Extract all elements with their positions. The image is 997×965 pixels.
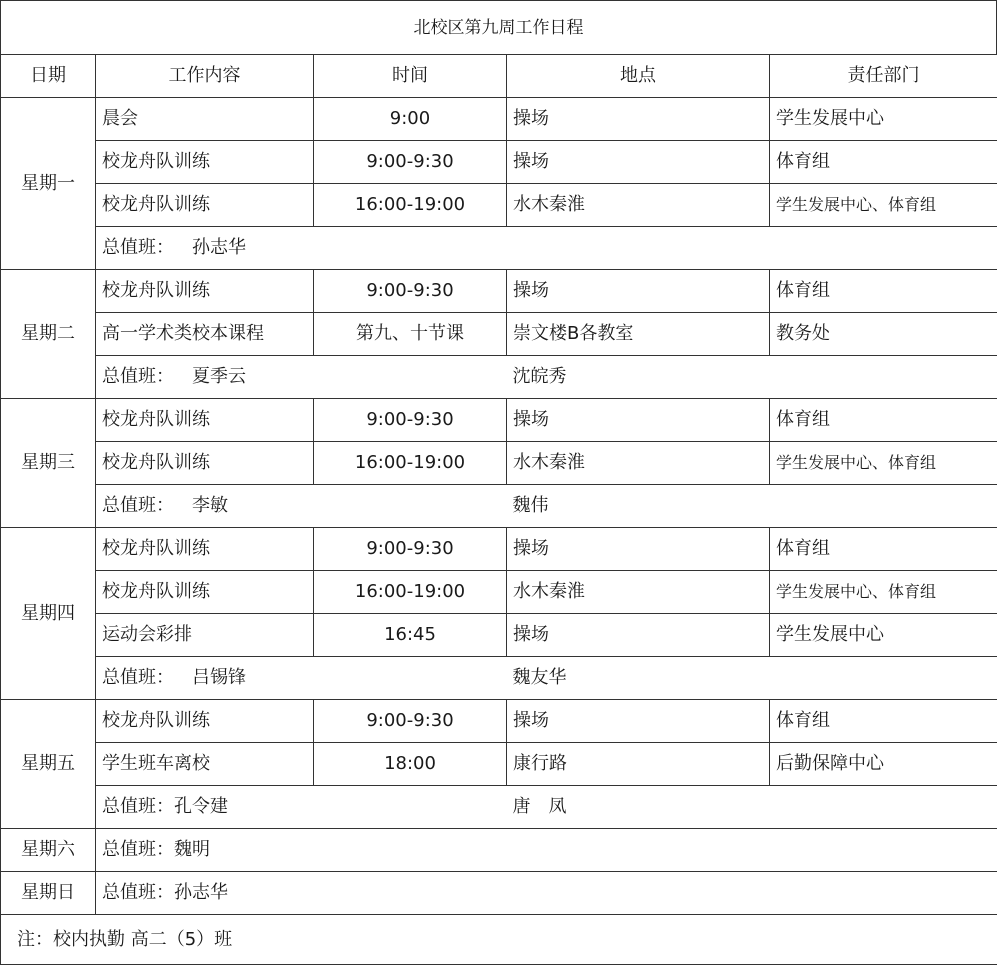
task-cell: 校龙舟队训练 [96,399,314,442]
time-cell: 9:00-9:30 [314,399,507,442]
location-cell: 操场 [507,700,770,743]
table-row [1,528,997,571]
table-row [1,184,997,227]
table-row [1,442,997,485]
table-row [1,313,997,356]
note-row [1,915,997,965]
time-cell: 16:00-19:00 [314,571,507,614]
location-cell: 操场 [507,614,770,657]
header-time: 时间 [314,55,507,98]
table-row [1,743,997,786]
task-cell: 校龙舟队训练 [96,571,314,614]
weekend-row [1,872,997,915]
duty-second-cell: 唐 凤 [507,786,997,829]
duty-cell [96,227,507,270]
table-row [1,399,997,442]
duty-label: 总值班： [102,667,174,688]
duty-name: 夏季云 [192,366,246,387]
schedule-title: 北校区第九周工作日程 [0,0,997,54]
weekend-duty-cell: 总值班：魏明 [96,829,997,872]
day-cell: 星期二 [1,270,96,399]
task-cell: 校龙舟队训练 [96,270,314,313]
task-cell: 校龙舟队训练 [96,700,314,743]
location-cell: 水木秦淮 [507,571,770,614]
dept-cell: 学生发展中心、体育组 [770,184,997,227]
duty-cell [96,657,507,700]
duty-row [1,356,997,399]
duty-name: 吕锡锋 [192,667,246,688]
duty-row [1,485,997,528]
location-cell: 操场 [507,528,770,571]
day-cell: 星期一 [1,98,96,270]
location-cell: 水木秦淮 [507,442,770,485]
duty-row [1,227,997,270]
time-cell: 16:00-19:00 [314,184,507,227]
duty-cell [96,786,507,829]
location-cell: 崇文楼B各教室 [507,313,770,356]
duty-second-cell: 魏友华 [507,657,997,700]
table-row [1,98,997,141]
dept-cell: 体育组 [770,141,997,184]
location-cell: 水木秦淮 [507,184,770,227]
time-cell: 18:00 [314,743,507,786]
weekend-duty-cell: 总值班：孙志华 [96,872,997,915]
dept-cell: 体育组 [770,270,997,313]
day-cell: 星期三 [1,399,96,528]
duty-label: 总值班： [102,237,174,258]
duty-second-cell: 魏伟 [507,485,997,528]
duty-second-cell: 沈皖秀 [507,356,997,399]
schedule-body [1,98,997,965]
time-cell: 16:00-19:00 [314,442,507,485]
task-cell: 校龙舟队训练 [96,184,314,227]
dept-cell: 学生发展中心、体育组 [770,442,997,485]
table-row [1,270,997,313]
duty-row [1,786,997,829]
table-row [1,700,997,743]
location-cell: 操场 [507,98,770,141]
duty-row [1,657,997,700]
duty-second-cell [507,227,997,270]
dept-cell: 体育组 [770,399,997,442]
location-cell: 操场 [507,270,770,313]
dept-cell: 体育组 [770,700,997,743]
dept-cell: 学生发展中心 [770,98,997,141]
time-cell: 9:00-9:30 [314,270,507,313]
note-cell: 注：校内执勤 高二（5）班 [1,915,997,965]
header-location: 地点 [507,55,770,98]
location-cell: 操场 [507,141,770,184]
header-date: 日期 [1,55,96,98]
task-cell: 校龙舟队训练 [96,442,314,485]
location-cell: 康行路 [507,743,770,786]
day-cell: 星期六 [1,829,96,872]
dept-cell: 教务处 [770,313,997,356]
location-cell: 操场 [507,399,770,442]
weekend-row [1,829,997,872]
table-row [1,571,997,614]
table-row [1,141,997,184]
duty-cell [96,485,507,528]
time-cell: 16:45 [314,614,507,657]
time-cell: 9:00-9:30 [314,700,507,743]
day-cell: 星期日 [1,872,96,915]
time-cell: 9:00-9:30 [314,528,507,571]
dept-cell: 学生发展中心 [770,614,997,657]
duty-cell [96,356,507,399]
time-cell: 第九、十节课 [314,313,507,356]
task-cell: 运动会彩排 [96,614,314,657]
table-row [1,614,997,657]
task-cell: 校龙舟队训练 [96,528,314,571]
duty-label: 总值班： [102,796,174,817]
duty-name: 李敏 [192,495,228,516]
task-cell: 高一学术类校本课程 [96,313,314,356]
time-cell: 9:00 [314,98,507,141]
header-dept: 责任部门 [770,55,997,98]
duty-name: 孙志华 [192,237,246,258]
header-row [1,55,997,98]
dept-cell: 学生发展中心、体育组 [770,571,997,614]
header-content: 工作内容 [96,55,314,98]
day-cell: 星期五 [1,700,96,829]
task-cell: 晨会 [96,98,314,141]
duty-label: 总值班： [102,495,174,516]
duty-name: 孔令建 [174,796,228,817]
schedule-table [0,54,997,965]
task-cell: 学生班车离校 [96,743,314,786]
dept-cell: 体育组 [770,528,997,571]
day-cell: 星期四 [1,528,96,700]
duty-label: 总值班： [102,366,174,387]
time-cell: 9:00-9:30 [314,141,507,184]
task-cell: 校龙舟队训练 [96,141,314,184]
dept-cell: 后勤保障中心 [770,743,997,786]
